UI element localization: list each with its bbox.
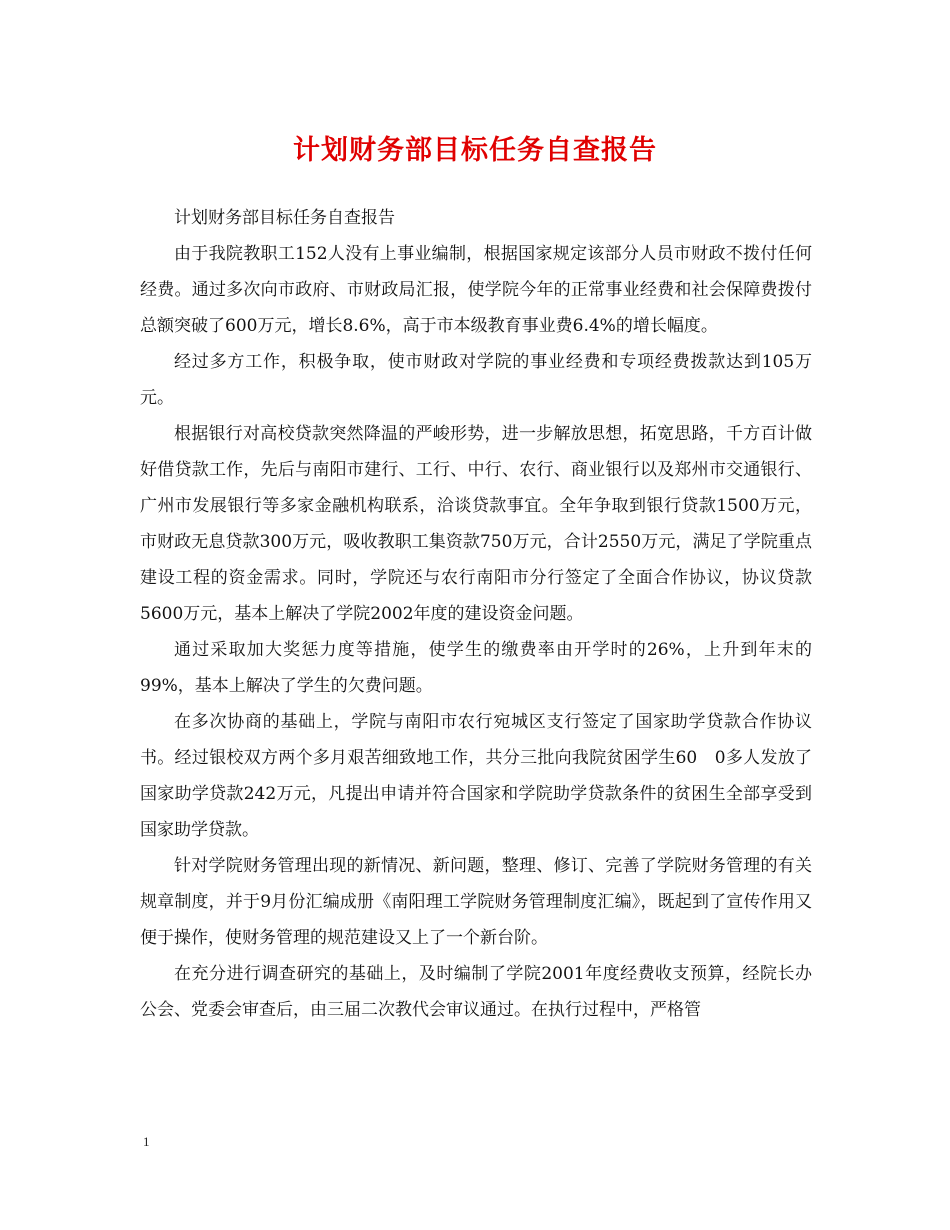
- paragraph: 根据银行对高校贷款突然降温的严峻形势，进一步解放思想，拓宽思路，千方百计做好借贷款工作，先后与南阳市建行、工行、中行、农行、商业银行以及郑州市交通银行、广州市发展银行等多家金融机构联系，洽谈贷款事宜。全年争取到银行贷款1500万元，市财政无息贷款300万元，吸收教职工集资款750万元，合计2550万元，满足了学院重点建设工程的资金需求。同时，学院还与农行南阳市分行签定了全面合作协议，协议贷款5600万元，基本上解决了学院2002年度的建设资金问题。: [140, 424, 812, 624]
- page-title: 计划财务部目标任务自查报告: [293, 135, 657, 166]
- paragraph: 由于我院教职工152人没有上事业编制，根据国家规定该部分人员市财政不拨付任何经费。通过多次向市政府、市财政局汇报，使学院今年的正常事业经费和社会保障费拨付总额突破了600万元，增长8.6%，高于市本级教育事业费6.4%的增长幅度。: [140, 244, 812, 336]
- paragraph-subtitle: 计划财务部目标任务自查报告: [174, 208, 395, 228]
- paragraph: 通过采取加大奖惩力度等措施，使学生的缴费率由开学时的26%，上升到年末的99%，基本上解决了学生的欠费问题。: [140, 640, 812, 696]
- page-number: 1: [143, 1134, 150, 1149]
- paragraph: 针对学院财务管理出现的新情况、新问题，整理、修订、完善了学院财务管理的有关规章制度，并于9月份汇编成册《南阳理工学院财务管理制度汇编》，既起到了宣传作用又便于操作，使财务管理的规范建设又上了一个新台阶。: [140, 856, 812, 948]
- paragraph: 在多次协商的基础上，学院与南阳市农行宛城区支行签定了国家助学贷款合作协议书。经过银校双方两个多月艰苦细致地工作，共分三批向我院贫困学生60 0多人发放了国家助学贷款242万元，凡提出申请并符合国家和学院助学贷款条件的贫困生全部享受到国家助学贷款。: [140, 712, 812, 840]
- paragraph: 在充分进行调查研究的基础上，及时编制了学院2001年度经费收支预算，经院长办公会、党委会审查后，由三届二次教代会审议通过。在执行过程中，严格管: [140, 964, 812, 1020]
- document-body: [140, 200, 812, 1028]
- paragraph: 经过多方工作，积极争取，使市财政对学院的事业经费和专项经费拨款达到105万元。: [140, 352, 812, 408]
